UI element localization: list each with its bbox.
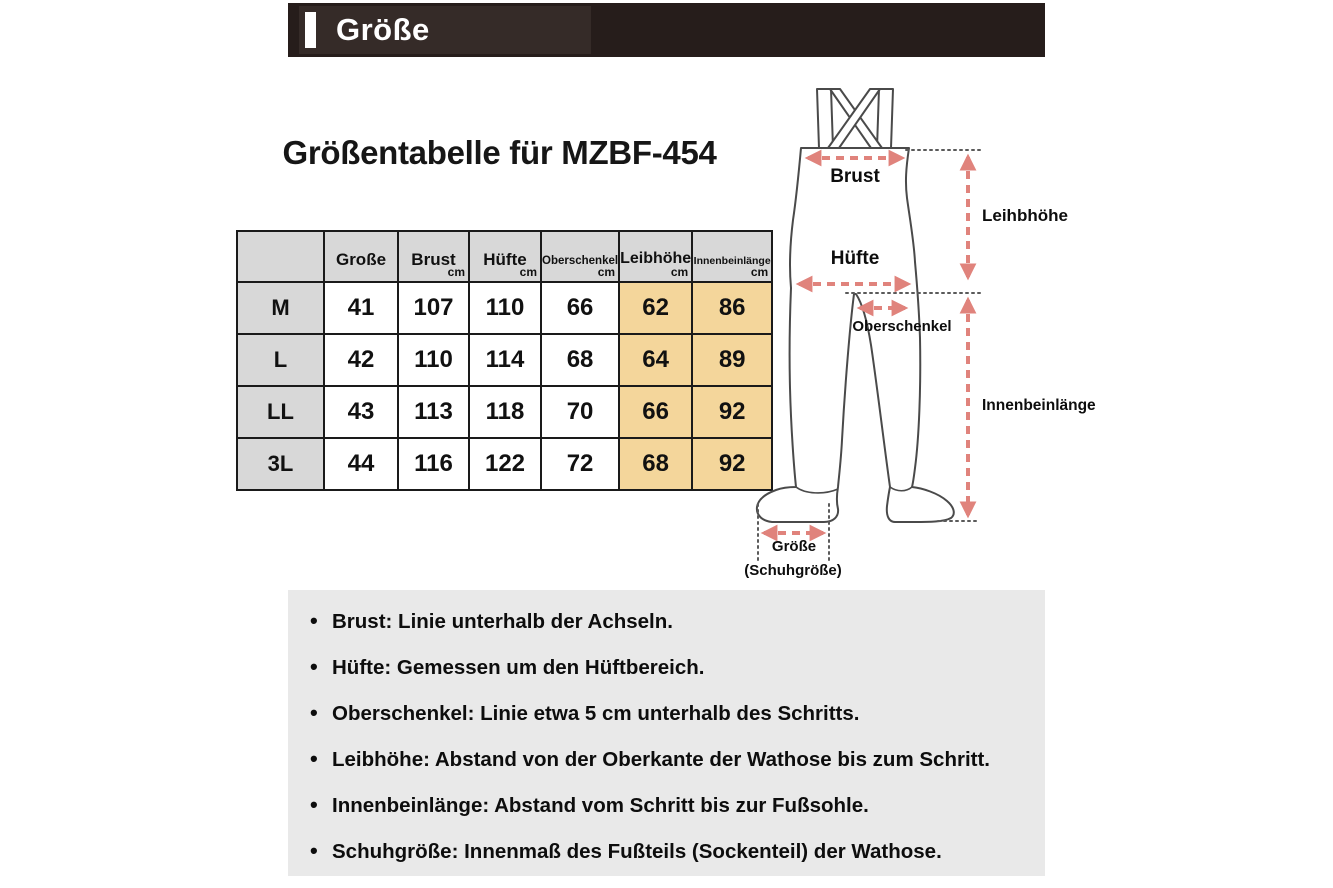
label-leibhoehe: Leihbhöhe [982, 206, 1068, 225]
table-row: 3L 44 116 122 72 68 92 [237, 438, 772, 490]
size-table [236, 230, 773, 491]
col-header-brust: Brust cm [398, 231, 469, 282]
label-groesse: Größe [771, 538, 817, 555]
note-schuhgroesse: • Schuhgröße: Innenmaß des Fußteils (Sockenteil) der Wathose. [302, 839, 1035, 865]
label-innenbeinlaenge: Innenbeinlänge [982, 397, 1096, 414]
note-oberschenkel: • Oberschenkel: Linie etwa 5 cm unterhalb des Schritts. [302, 701, 1035, 727]
corner-cell [237, 231, 324, 282]
col-header-oberschenkel: Oberschenkel cm [541, 231, 619, 282]
suspender-straps-shape [817, 89, 893, 148]
col-header-leibhoehe: Leibhöhe cm [619, 231, 692, 282]
section-header [288, 3, 1045, 57]
label-oberschenkel: Oberschenkel [852, 318, 952, 335]
col-header-groesse: Große [324, 231, 398, 282]
col-header-huefte: Hüfte cm [469, 231, 541, 282]
section-header-tick-icon [305, 12, 316, 48]
label-brust: Brust [830, 166, 880, 187]
table-row: LL 43 113 118 70 66 92 [237, 386, 772, 438]
label-huefte: Hüfte [830, 248, 880, 269]
table-row: L 42 110 114 68 64 89 [237, 334, 772, 386]
col-header-innenbeinlaenge: Innenbeinlänge cm [692, 231, 772, 282]
section-title: Größe [336, 12, 430, 47]
measurement-notes-panel [288, 590, 1045, 876]
note-leibhoehe: • Leibhöhe: Abstand von der Oberkante der Wathose bis zum Schritt. [302, 747, 1035, 773]
wader-body-shape [757, 148, 954, 522]
label-schuhgroesse: (Schuhgröße) [744, 562, 842, 579]
note-innenbeinlaenge: • Innenbeinlänge: Abstand vom Schritt bis zur Fußsohle. [302, 793, 1035, 819]
size-table-title: Größentabelle für MZBF-454 [282, 134, 717, 171]
note-brust: • Brust: Linie unterhalb der Achseln. [302, 609, 1035, 635]
note-huefte: • Hüfte: Gemessen um den Hüftbereich. [302, 655, 1035, 681]
size-table-header-row [237, 231, 772, 282]
table-row: M 41 107 110 66 62 86 [237, 282, 772, 334]
